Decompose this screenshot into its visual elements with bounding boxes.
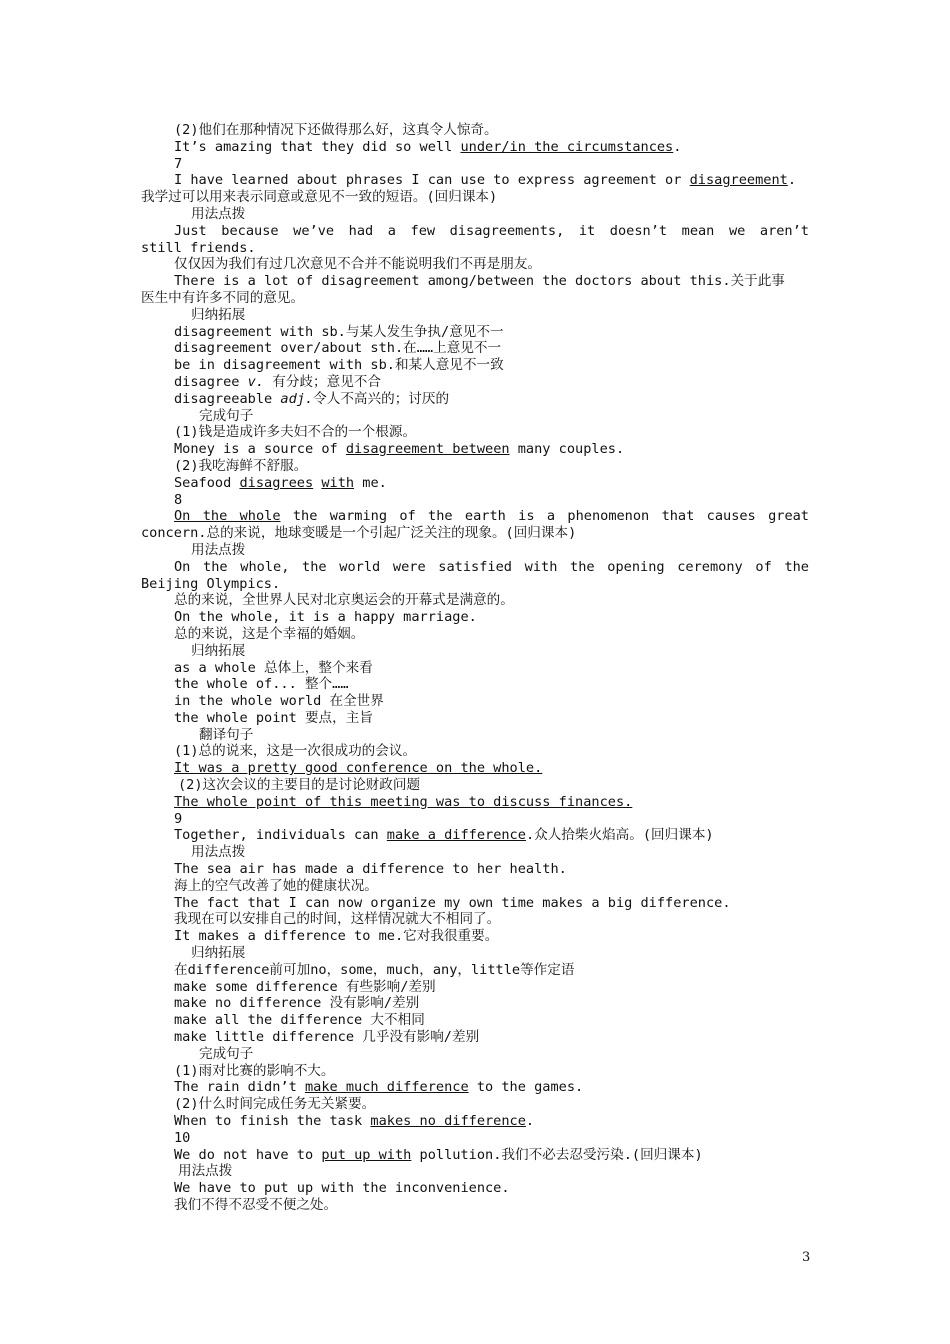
usage-translation: 海上的空气改善了她的健康状况。 xyxy=(174,877,378,894)
extension-item: make no difference 没有影响/差别 xyxy=(174,995,420,1012)
task-question: (1)总的说来，这是一次很成功的会议。 xyxy=(174,743,417,760)
usage-example: There is a lot of disagreement among/between the doctors about this.关于此事 xyxy=(174,273,785,290)
task-answer xyxy=(141,794,809,811)
usage-heading: 用法点拨 xyxy=(191,205,246,222)
task-answer: When to finish the task makes no difference. xyxy=(174,1113,535,1130)
usage-example: On the whole, the world were satisfied with the opening ceremony of the xyxy=(174,558,809,575)
key-sentence-cont: concern.总的来说，地球变暖是一个引起广泛关注的现象。(回归课本) xyxy=(141,525,577,542)
answer-blank: under/in the circumstances xyxy=(460,138,674,155)
key-phrase: make a difference xyxy=(386,827,526,844)
exercise-answer: It’s amazing that they did so well under/in the circumstances. xyxy=(174,138,682,155)
usage-translation: 仅仅因为我们有过几次意见不合并不能说明我们不再是朋友。 xyxy=(174,256,542,273)
usage-example: We have to put up with the inconvenience. xyxy=(174,1180,510,1197)
task-question: (2)什么时间完成任务无关紧要。 xyxy=(174,1096,376,1113)
task-heading: 完成句子 xyxy=(199,407,254,424)
usage-example-cont: Beijing Olympics. xyxy=(141,575,281,592)
task-heading: 翻译句子 xyxy=(199,726,254,743)
answer-blank: makes no difference xyxy=(370,1113,526,1130)
usage-example: It makes a difference to me.它对我很重要。 xyxy=(174,928,499,945)
extension-item: make little difference 几乎没有影响/差别 xyxy=(174,1029,480,1046)
answer-blank: make much difference xyxy=(304,1079,469,1096)
extension-item: disagreeable adj.令人不高兴的；讨厌的 xyxy=(174,390,450,407)
answer-blank: disagreement between xyxy=(345,441,510,458)
exercise-line: (2)他们在那种情况下还做得那么好，这真令人惊奇。 xyxy=(174,122,498,138)
answer-blank: disagrees xyxy=(239,474,314,491)
task-answer: Money is a source of disagreement between many couples. xyxy=(174,441,625,458)
usage-translation: 总的来说，全世界人民对北京奥运会的开幕式是满意的。 xyxy=(174,592,514,609)
section-number: 9 xyxy=(174,810,183,827)
key-phrase: disagreement xyxy=(689,172,788,189)
key-phrase: put up with xyxy=(321,1146,412,1163)
key-sentence: Together, individuals can make a difference.众人拾柴火焰高。(回归课本) xyxy=(174,827,714,844)
usage-translation: 我现在可以安排自己的时间，这样情况就大不相同了。 xyxy=(174,911,501,928)
extension-item: 在difference前可加no，some，much，any，little等作定语 xyxy=(174,961,575,978)
extension-item: disagreement over/about sth.在……上意见不一 xyxy=(174,340,502,357)
answer-blank: It was a pretty good conference on the whole. xyxy=(174,760,543,777)
section-number: 8 xyxy=(174,491,183,508)
task-question: (1)雨对比赛的影响不大。 xyxy=(174,1062,335,1079)
task-answer: The rain didn’t make much difference to the games. xyxy=(174,1079,584,1096)
task-answer xyxy=(141,760,809,777)
page-number: 3 xyxy=(802,1250,811,1265)
usage-example: The fact that I can now organize my own time makes a big difference. xyxy=(174,894,731,911)
usage-heading: 用法点拨 xyxy=(191,844,246,861)
usage-example-cont: still friends. xyxy=(141,239,256,256)
usage-translation: 我们不得不忍受不便之处。 xyxy=(174,1197,338,1213)
task-heading: 完成句子 xyxy=(199,1045,254,1062)
usage-translation: 总的来说，这是个幸福的婚姻。 xyxy=(174,625,365,642)
usage-example: Just because we’ve had a few disagreements, it doesn’t mean we aren’t xyxy=(174,222,809,239)
key-sentence: We do not have to put up with pollution.我们不必去忍受污染.(回归课本) xyxy=(174,1146,703,1163)
usage-heading: 用法点拨 xyxy=(178,1163,233,1180)
extension-item: disagree v. 有分歧；意见不合 xyxy=(174,373,381,390)
task-question: (2)我吃海鲜不舒服。 xyxy=(174,457,308,474)
section-number: 7 xyxy=(174,155,183,172)
extension-item: in the whole world 在全世界 xyxy=(174,693,384,710)
key-phrase: On the whole xyxy=(174,508,281,525)
key-sentence: I have learned about phrases I can use to express agreement or disagreement. xyxy=(174,172,797,189)
extension-item: as a whole 总体上，整个来看 xyxy=(174,659,373,676)
task-question: (1)钱是造成许多夫妇不合的一个根源。 xyxy=(174,424,417,441)
extension-item: the whole point 要点，主旨 xyxy=(174,709,373,726)
extension-item: disagreement with sb.与某人发生争执/意见不一 xyxy=(174,323,504,340)
usage-example-cont: 医生中有许多不同的意见。 xyxy=(141,289,305,306)
usage-example: The sea air has made a difference to her health. xyxy=(174,861,567,878)
key-sentence-cont: 我学过可以用来表示同意或意见不一致的短语。(回归课本) xyxy=(141,189,498,206)
answer-blank: The whole point of this meeting was to discuss finances. xyxy=(174,793,633,810)
answer-blank: with xyxy=(321,474,355,491)
extension-heading: 归纳拓展 xyxy=(191,642,246,659)
key-sentence: On the whole the warming of the earth is a phenomenon that causes great xyxy=(174,508,809,525)
extension-item: the whole of... 整个…… xyxy=(174,676,349,693)
usage-example: On the whole, it is a happy marriage. xyxy=(174,609,477,626)
usage-heading: 用法点拨 xyxy=(191,541,246,558)
extension-heading: 归纳拓展 xyxy=(191,306,246,323)
extension-item: make all the difference 大不相同 xyxy=(174,1012,425,1029)
task-answer: Seafood disagrees with me. xyxy=(174,474,387,491)
task-question: (2)这次会议的主要目的是讨论财政问题 xyxy=(178,777,421,794)
section-number: 10 xyxy=(174,1129,191,1146)
extension-item: be in disagreement with sb.和某人意见不一致 xyxy=(174,357,504,374)
extension-heading: 归纳拓展 xyxy=(191,945,246,962)
document-body xyxy=(141,122,809,1214)
extension-item: make some difference 有些影响/差别 xyxy=(174,978,436,995)
